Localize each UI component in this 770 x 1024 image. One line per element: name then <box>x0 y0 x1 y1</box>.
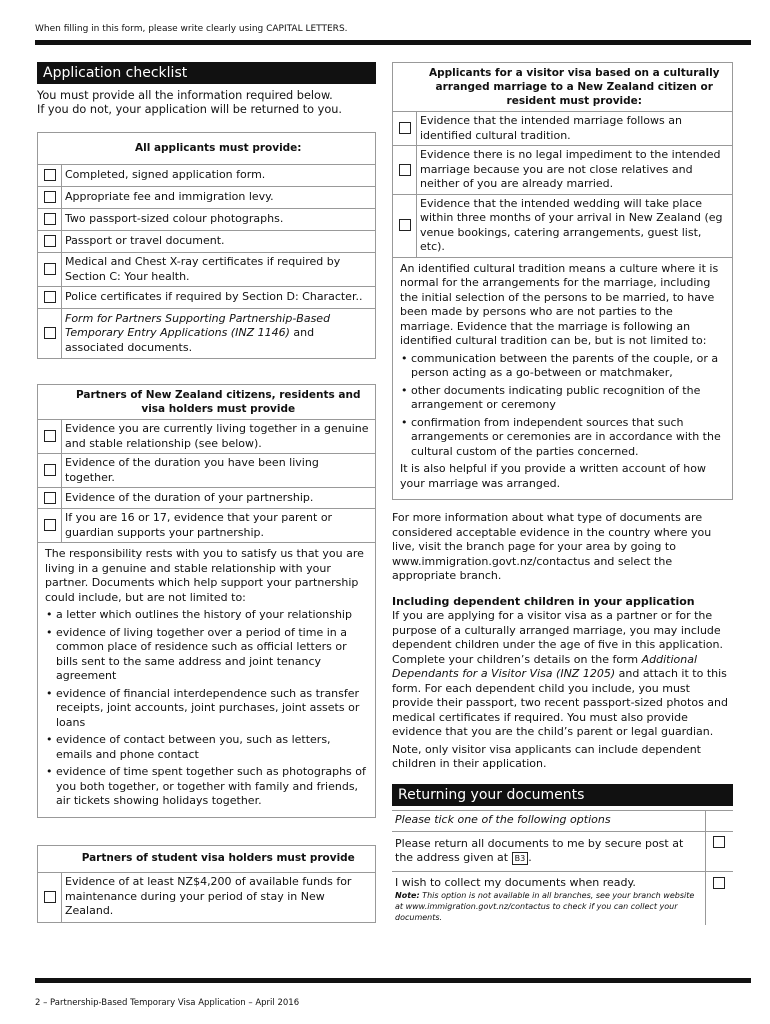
checkbox-return-by-post[interactable] <box>713 836 725 848</box>
page-footer: 2 – Partnership-Based Temporary Visa Application – April 2016 <box>35 998 300 1008</box>
cultural-bullet-confirmation: • confirmation from independent sources that such arrangements or ceremonies are in accordance with the cultural custom of the parties concerned. <box>400 416 726 460</box>
nz-evidence-box <box>37 543 376 818</box>
checkbox-funds[interactable] <box>44 891 56 903</box>
item-funds: Evidence of at least NZ$4,200 of available funds for maintenance during your period of stay in New Zealand. <box>62 872 376 922</box>
item-medical: Medical and Chest X-ray certificates if required by Section C: Your health. <box>62 253 376 287</box>
nz-bullet-contact: • evidence of contact between you, such as letters, emails and phone contact <box>45 733 369 762</box>
checkbox-legal-impediment[interactable] <box>399 164 411 176</box>
collect-option-note: Note: This option is not available in all branches, see your branch website at www.immigration.govt.nz/contactus to check if you can collect your documents. <box>395 891 695 922</box>
checkbox-police[interactable] <box>44 291 56 303</box>
right-column <box>392 62 733 925</box>
item-passport: Passport or travel document. <box>62 231 376 253</box>
nz-evidence-paragraph: The responsibility rests with you to satisfy us that you are living in a genuine and stable relationship with your partner. Documents which help support your partnership could include, but are not limited to: <box>45 547 364 604</box>
cultural-marriage-table <box>392 62 733 258</box>
nz-bullet-financial: • evidence of financial interdependence such as transfer receipts, joint accounts, joint purchases, joint assets or loans <box>45 687 369 731</box>
cultural-evidence-box <box>392 258 733 501</box>
dependents-heading: Including dependent children in your application <box>392 594 695 608</box>
nz-partners-table <box>37 384 376 543</box>
returning-title: Returning your documents <box>392 784 733 806</box>
dependents-paragraph: If you are applying for a visitor visa as a partner or for the purpose of a culturally arranged marriage, you may include dependent children under the age of five in this application. Complete your children’s details on the form Additional Dependants for a Visitor Visa (INZ 1205) and attach it to this form. For each dependent child you include, you must provide their passport, two recent passport-sized photos and medical certificates if required. You must also provide evidence that you are the child’s parent or legal guardian. <box>392 609 728 738</box>
nz-partners-header: Partners of New Zealand citizens, residents and visa holders must provide <box>62 385 376 420</box>
item-police: Police certificates if required by Section D: Character.. <box>62 287 376 309</box>
nz-bullet-time: • evidence of time spent together such as photographs of you both together, or together with family and friends, air tickets showing holidays together. <box>45 765 369 809</box>
checklist-intro-line1: You must provide all the information required below. <box>37 89 333 102</box>
item-photographs: Two passport-sized colour photographs. <box>62 209 376 231</box>
dependents-note: Note, only visitor visa applicants can include dependent children in their application. <box>392 742 701 770</box>
return-by-post-option: Please return all documents to me by secure post at the address given at B3 . <box>392 831 705 871</box>
nz-bullet-living: • evidence of living together over a period of time in a common place of residence such as official letters or bills sent to the same address and joint tenancy agreement <box>45 626 369 684</box>
checklist-intro-line2: If you do not, your application will be returned to you. <box>37 103 342 116</box>
all-applicants-table <box>37 132 376 359</box>
cultural-bullet-communication: • communication between the parents of the couple, or a person acting as a go-between or matchmaker, <box>400 352 726 381</box>
checklist-title: Application checklist <box>37 62 376 84</box>
section-ref-b3: B3 <box>512 852 529 865</box>
checkbox-application-form[interactable] <box>44 169 56 181</box>
item-wedding-timing: Evidence that the intended wedding will take place within three months of your arrival in New Zealand (eg venue bookings, catering arrangements, guest list, etc). <box>417 194 733 257</box>
more-info-paragraph: For more information about what type of documents are considered acceptable evidence in the country where you live, visit the branch page for your area by going to www.immigration.govt.nz/contactus and select the appropriate branch. <box>392 511 712 582</box>
student-partners-header: Partners of student visa holders must provide <box>62 845 376 872</box>
item-duration-partnership: Evidence of the duration of your partnership. <box>62 488 376 509</box>
item-cultural-tradition: Evidence that the intended marriage follows an identified cultural tradition. <box>417 112 733 146</box>
capital-letters-instruction: When filling in this form, please write clearly using CAPITAL LETTERS. <box>35 24 348 34</box>
top-rule <box>35 40 751 45</box>
checkbox-cultural-tradition[interactable] <box>399 122 411 134</box>
checkbox-wedding-timing[interactable] <box>399 219 411 231</box>
item-inz1146: Form for Partners Supporting Partnership-Based Temporary Entry Applications (INZ 1146) and associated documents. <box>62 309 376 359</box>
checkbox-fee[interactable] <box>44 191 56 203</box>
student-partners-table <box>37 845 376 923</box>
checkbox-passport[interactable] <box>44 235 56 247</box>
cultural-paragraph: An identified cultural tradition means a culture where it is normal for the arrangements for the marriage, including the initial selection of the persons to be married, to have been made by persons who are not parties to the marriage. Evidence that the marriage is following an identified cultural tradition can be, but is not limited to: <box>400 261 719 347</box>
item-fee: Appropriate fee and immigration levy. <box>62 187 376 209</box>
checkbox-duration-living[interactable] <box>44 464 56 476</box>
cultural-bullet-recognition: • other documents indicating public recognition of the arrangement or ceremony <box>400 384 726 413</box>
item-application-form: Completed, signed application form. <box>62 165 376 187</box>
checkbox-inz1146[interactable] <box>44 327 56 339</box>
checkbox-living-together[interactable] <box>44 430 56 442</box>
checkbox-photographs[interactable] <box>44 213 56 225</box>
returning-table <box>392 810 733 926</box>
all-applicants-header: All applicants must provide: <box>62 133 376 165</box>
item-parent-support: If you are 16 or 17, evidence that your parent or guardian supports your partnership. <box>62 509 376 543</box>
left-column <box>37 62 376 923</box>
nz-bullet-letter: • a letter which outlines the history of your relationship <box>45 608 369 623</box>
item-duration-living: Evidence of the duration you have been living together. <box>62 454 376 488</box>
item-legal-impediment: Evidence there is no legal impediment to the intended marriage because you are not close relatives and neither of you are already married. <box>417 146 733 195</box>
cultural-note: It is also helpful if you provide a written account of how your marriage was arranged. <box>400 462 706 490</box>
checkbox-parent-support[interactable] <box>44 519 56 531</box>
returning-instruction: Please tick one of the following options <box>392 810 705 831</box>
item-living-together: Evidence you are currently living together in a genuine and stable relationship (see below). <box>62 420 376 454</box>
collect-option: I wish to collect my documents when ready. Note: This option is not available in all branches, see your branch website at www.immigration.govt.nz/contactus to check if you can collect your documents. <box>392 871 705 925</box>
cultural-marriage-header: Applicants for a visitor visa based on a culturally arranged marriage to a New Zealand citizen or resident must provide: <box>417 63 733 112</box>
bottom-rule <box>35 978 751 983</box>
checkbox-medical[interactable] <box>44 263 56 275</box>
checkbox-duration-partnership[interactable] <box>44 492 56 504</box>
checkbox-collect[interactable] <box>713 877 725 889</box>
